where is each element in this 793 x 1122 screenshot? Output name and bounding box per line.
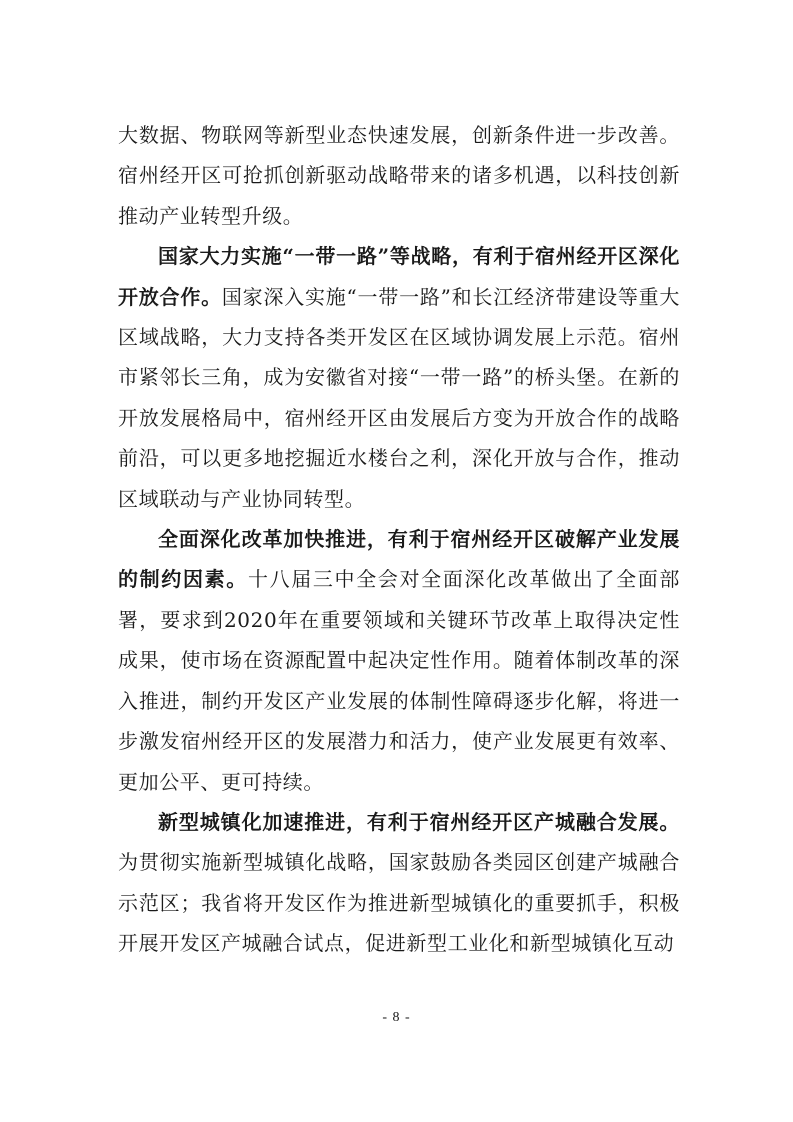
paragraph-text: 为贯彻实施新型城镇化战略，国家鼓励各类园区创建产城融合示范区；我省将开发区作为推进新型城镇化的重要抓手，积极开展开发区产城融合试点，促进新型工业化和新型城镇化互动 <box>118 850 680 956</box>
paragraph-continuation <box>118 115 680 236</box>
paragraph-text: 大数据、物联网等新型业态快速发展，创新条件进一步改善。宿州经开区可抢抓创新驱动战略带来的诸多机遇，以科技创新推动产业转型升级。 <box>118 123 680 228</box>
paragraph-text: 十八届三中全会对全面深化改革做出了全面部署，要求到2020年在重要领域和关键环节改革上取得决定性成果，使市场在资源配置中起决定性作用。随着体制改革的深入推进，制约开发区产业发展的体制性障碍逐步化解，将进一步激发宿州经开区的发展潜力和活力，使产业发展更有效率、更加公平、更可持续。 <box>118 567 680 794</box>
paragraph-deepen-reform <box>118 519 680 802</box>
page-number: - 8 - <box>382 1010 411 1025</box>
paragraph-heading: 全面深化改革加快推进，有利于宿州经开区破解产业发展的制约因素。 <box>118 527 680 592</box>
paragraph-open-cooperation <box>118 236 680 519</box>
paragraph-heading: 新型城镇化加速推进，有利于宿州经开区产城融合发展。 <box>158 809 680 834</box>
body-text <box>118 115 680 964</box>
paragraph-urbanization <box>118 802 680 964</box>
paragraph-heading: 国家大力实施“一带一路”等战略，有利于宿州经开区深化开放合作。 <box>118 244 680 309</box>
paragraph-text: 国家深入实施“一带一路”和长江经济带建设等重大区域战略，大力支持各类开发区在区域协调发展上示范。宿州市紧邻长三角，成为安徽省对接“一带一路”的桥头堡。在新的开放发展格局中，宿州经开区由发展后方变为开放合作的战略前沿，可以更多地挖掘近水楼台之利，深化开放与合作，推动区域联动与产业协同转型。 <box>118 284 681 511</box>
